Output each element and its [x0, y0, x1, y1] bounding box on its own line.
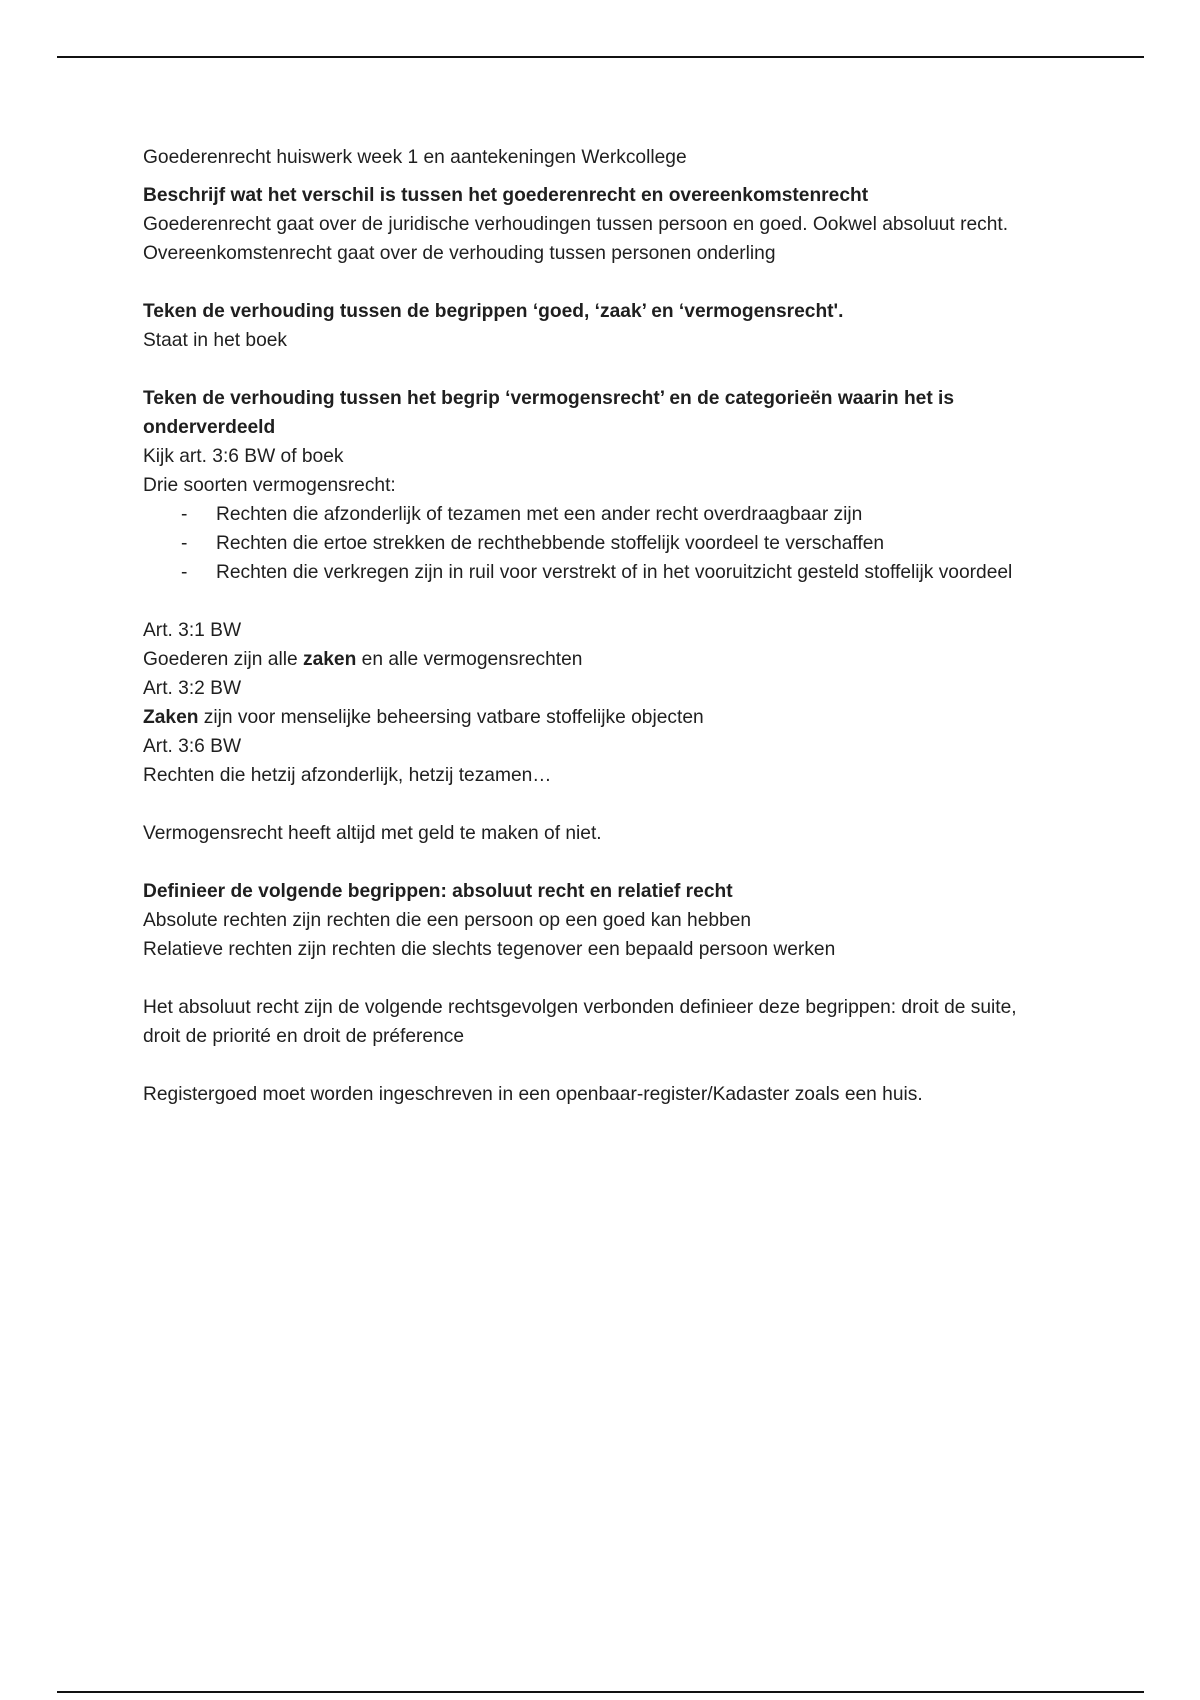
- list-item-text: Rechten die ertoe strekken de rechthebbende stoffelijk voordeel te verschaffen: [216, 533, 885, 554]
- reference-art-3-6: Kijk art. 3:6 BW of boek: [143, 446, 344, 467]
- question-goederenrecht-vs-overeenkomstenrecht: Beschrijf wat het verschil is tussen het goederenrecht en overeenkomstenrecht: [143, 185, 869, 206]
- definition-keyword: Zaken: [143, 707, 199, 728]
- bullet-dash: -: [181, 504, 188, 525]
- note-rechtsgevolgen: Het absoluut recht zijn de volgende rechtsgevolgen verbonden definieer deze begrippen: droit de suite, droit de priorité en droit de préference: [143, 997, 1017, 1047]
- article-3-2: Art. 3:2 BW: [143, 678, 242, 699]
- answer-absolute-rechten: Absolute rechten zijn rechten die een persoon op een goed kan hebben: [143, 910, 752, 931]
- definition-text: Goederen zijn alle: [143, 649, 303, 670]
- definition-text: en alle vermogensrechten: [356, 649, 583, 670]
- list-item-text: Rechten die afzonderlijk of tezamen met een ander recht overdraagbaar zijn: [216, 504, 863, 525]
- bullet-dash: -: [181, 562, 188, 583]
- answer-goederenrecht: Goederenrecht gaat over de juridische verhoudingen tussen persoon en goed. Ookwel absoluut recht.: [143, 214, 1009, 235]
- article-3-6: Art. 3:6 BW: [143, 736, 242, 757]
- definition-zaken: [143, 703, 1023, 732]
- answer-relatieve-rechten: Relatieve rechten zijn rechten die slechts tegenover een bepaald persoon werken: [143, 939, 836, 960]
- vermogensrecht-list: [143, 500, 1023, 587]
- definition-text: zijn voor menselijke beheersing vatbare stoffelijke objecten: [198, 707, 704, 728]
- note-vermogensrecht-geld: Vermogensrecht heeft altijd met geld te maken of niet.: [143, 823, 602, 844]
- list-item: [143, 529, 1023, 558]
- document-body: [143, 143, 1023, 1109]
- list-item-text: Rechten die verkregen zijn in ruil voor verstrekt of in het vooruitzicht gesteld stoffelijk voordeel: [216, 562, 1013, 583]
- list-item: [143, 558, 1023, 587]
- document-title: Goederenrecht huiswerk week 1 en aantekeningen Werkcollege: [143, 147, 687, 168]
- question-vermogensrecht-categorieen: Teken de verhouding tussen het begrip ‘vermogensrecht’ en de categorieën waarin het is onderverdeeld: [143, 388, 955, 438]
- answer-staat-in-boek: Staat in het boek: [143, 330, 288, 351]
- question-absoluut-relatief-recht: Definieer de volgende begrippen: absoluut recht en relatief recht: [143, 881, 733, 902]
- footer-rule: [57, 1691, 1144, 1693]
- note-registergoed: Registergoed moet worden ingeschreven in een openbaar-register/Kadaster zoals een huis.: [143, 1084, 923, 1105]
- definition-rechten: Rechten die hetzij afzonderlijk, hetzij tezamen…: [143, 765, 552, 786]
- article-3-1: Art. 3:1 BW: [143, 620, 242, 641]
- answer-overeenkomstenrecht: Overeenkomstenrecht gaat over de verhouding tussen personen onderling: [143, 243, 776, 264]
- definition-goederen: [143, 645, 1023, 674]
- header-rule: [57, 56, 1144, 58]
- list-item: [143, 500, 1023, 529]
- question-goed-zaak-vermogensrecht: Teken de verhouding tussen de begrippen ‘goed, ‘zaak’ en ‘vermogensrecht'.: [143, 301, 844, 322]
- list-intro: Drie soorten vermogensrecht:: [143, 475, 396, 496]
- definition-keyword: zaken: [303, 649, 357, 670]
- bullet-dash: -: [181, 533, 188, 554]
